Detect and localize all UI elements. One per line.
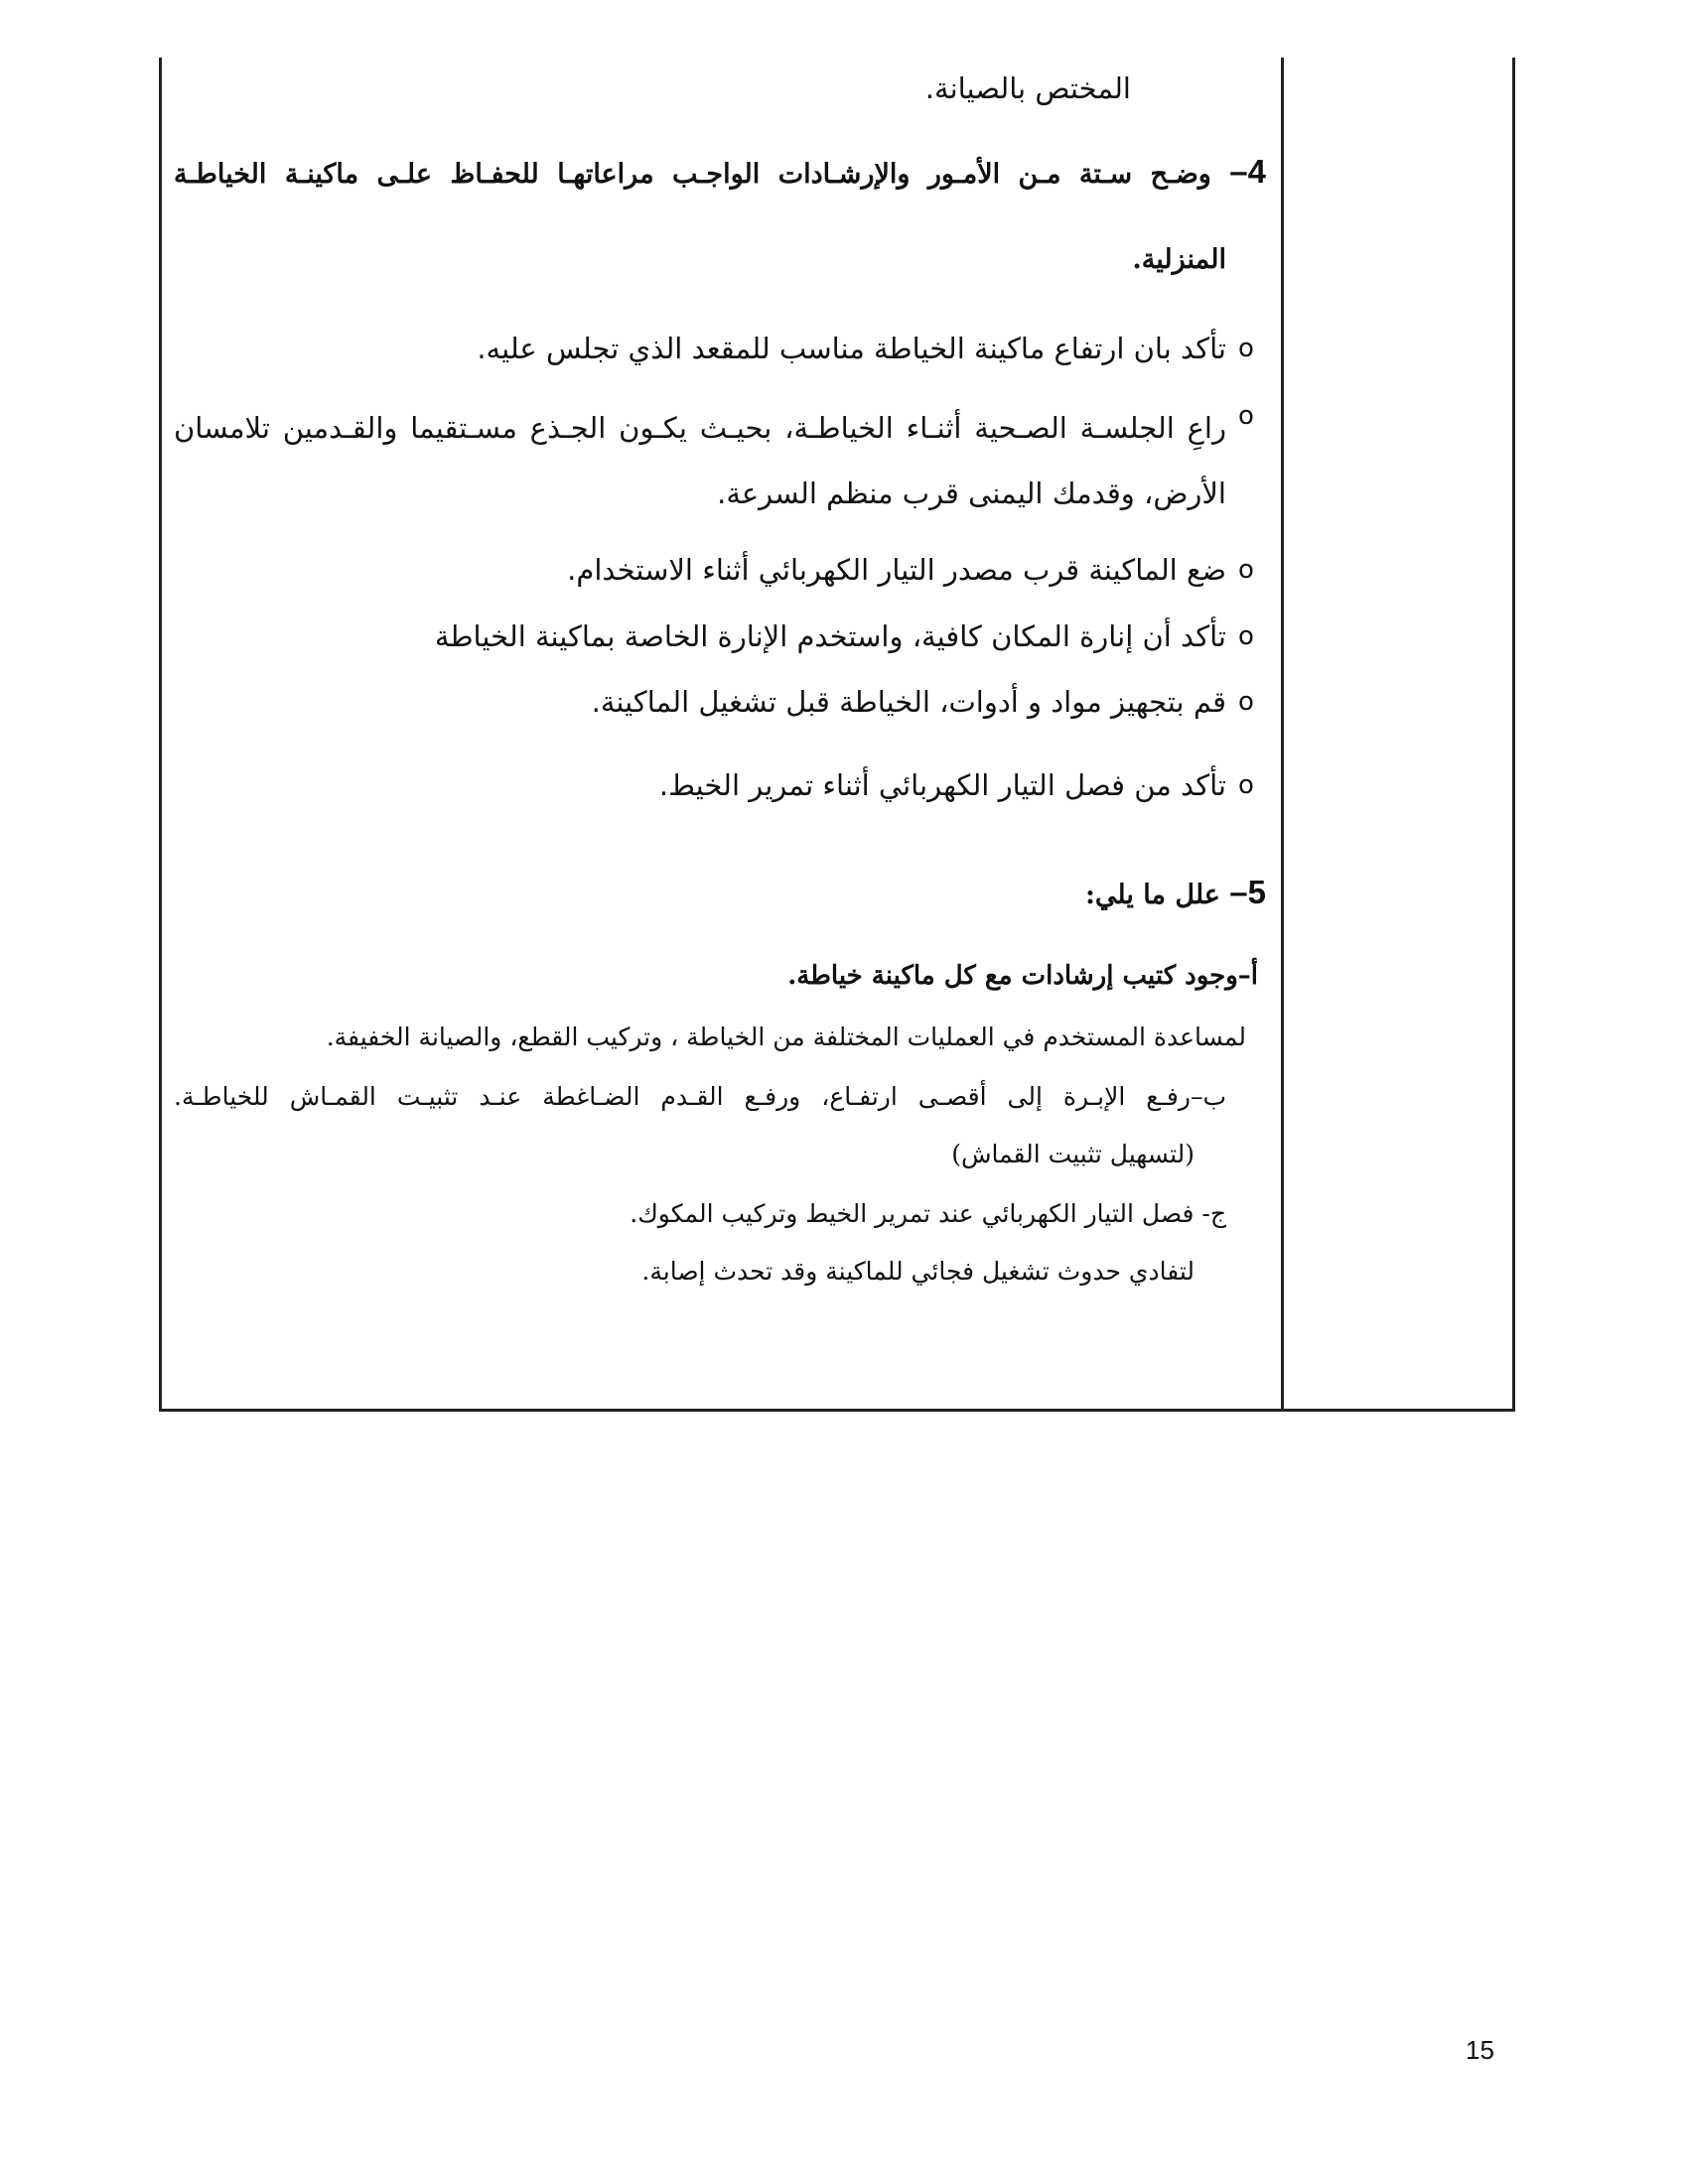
q4-bullet-item <box>174 328 1266 369</box>
q5-item-c-answer: لتفادي حدوث تشغيل فجائي للماكينة وقد تحدث إصابة. <box>641 1257 1195 1286</box>
bullet-circle-icon: o <box>1238 687 1254 717</box>
q5-item-a-answer: لمساعدة المستخدم في العمليات المختلفة من الخياطة ، وتركيب القطع، والصيانة الخفيفة. <box>326 1023 1246 1051</box>
q4-bullet-text: تأكد أن إنارة المكان كافية، واستخدم الإنارة الخاصة بماكينة الخياطة <box>434 619 1226 653</box>
question-5-title: علل ما يلي: <box>1084 880 1220 910</box>
q4-bullet-text: تأكد بان ارتفاع ماكينة الخياطة مناسب للمقعد الذي تجلس عليه. <box>477 332 1226 365</box>
q4-bullet-item <box>174 681 1266 723</box>
q4-bullet-item <box>174 395 1266 526</box>
q4-bullet-text: ضع الماكينة قرب مصدر التيار الكهربائي أثناء الاستخدام. <box>567 553 1226 587</box>
q5-item-b-label: ب–رفـع الإبـرة إلى أقصـى ارتفـاع، ورفـع القـدم الضـاغطة عنـد تثبيـت القمـاش للخياطـة. <box>174 1082 1226 1111</box>
question-4-line1 <box>174 153 1266 191</box>
question-4-text-line1: وضـح سـتة مـن الأمـور والإرشـادات الواجـب مراعاتهـا للحفـاظ علـى ماكينـة الخياطـة <box>174 159 1211 190</box>
q4-bullet-item <box>174 549 1266 591</box>
question-5-dash: – <box>1229 874 1248 910</box>
q5-item-b-answer: (لتسهيل تثبيت القماش) <box>951 1140 1195 1168</box>
q4-bullet-item <box>174 615 1266 657</box>
bullet-circle-icon: o <box>1238 334 1254 363</box>
page-number: 15 <box>1466 2035 1494 2065</box>
bullet-circle-icon: o <box>1238 770 1254 800</box>
question-4-text-line2: المنزلية. <box>1132 244 1226 275</box>
question-4-number: 4 <box>1247 153 1266 190</box>
q4-bullet-text: قم بتجهيز مواد و أدوات، الخياطة قبل تشغيل الماكينة. <box>591 685 1226 719</box>
answer-cell <box>174 58 1266 1409</box>
question-5-number: 5 <box>1247 874 1266 910</box>
q4-bullet-text: تأكد من فصل التيار الكهربائي أثناء تمرير الخيط. <box>658 768 1226 802</box>
q5-item-c-label: ج- فصل التيار الكهربائي عند تمرير الخيط وتركيب المكوك. <box>630 1199 1226 1228</box>
bullet-circle-icon: o <box>1238 621 1254 651</box>
q4-bullet-item <box>174 764 1266 806</box>
bullet-circle-icon: o <box>1238 401 1254 431</box>
bullet-circle-icon: o <box>1238 555 1254 585</box>
intro-tail-text: المختص بالصيانة. <box>924 71 1131 105</box>
question-4-heading <box>174 153 1266 191</box>
answer-table <box>159 58 1515 1412</box>
question-4-dash: – <box>1229 153 1248 190</box>
question-5-heading <box>1085 874 1266 911</box>
q5-item-a-label: أ–وجود كتيب إرشادات مع كل ماكينة خياطة. <box>787 961 1258 991</box>
table-column-divider <box>1281 58 1284 1409</box>
q4-bullet-text: راعِ الجلسـة الصـحية أثنـاء الخياطـة، بحيـث يكـون الجـذع مسـتقيما والقـدمين تلامسان الأرض، وقدمك اليمنى قرب منظم السرعة. <box>174 411 1226 510</box>
